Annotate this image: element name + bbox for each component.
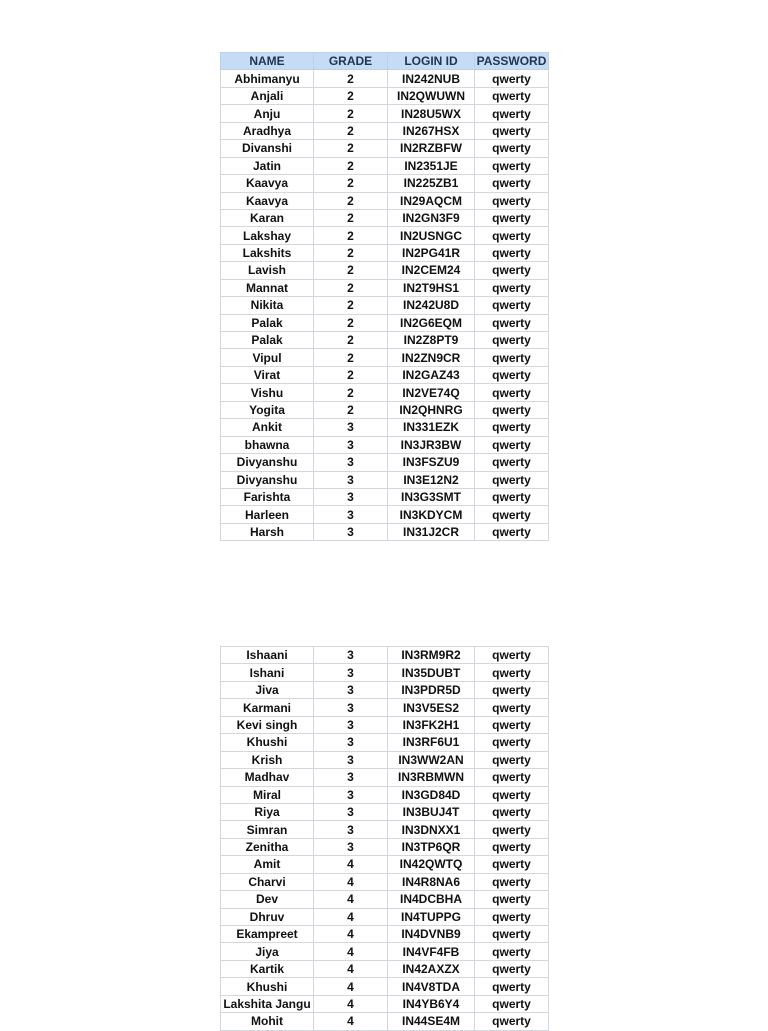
cell-password: qwerty <box>475 1013 549 1030</box>
table-row <box>221 140 549 157</box>
cell-name: Amit <box>221 856 314 873</box>
cell-login-id: IN2PG41R <box>388 244 475 261</box>
cell-grade: 3 <box>314 454 388 471</box>
cell-login-id: IN267HSX <box>388 122 475 139</box>
table-row <box>221 1013 549 1030</box>
cell-name: Krish <box>221 751 314 768</box>
cell-grade: 3 <box>314 681 388 698</box>
cell-grade: 3 <box>314 488 388 505</box>
cell-name: Dhruv <box>221 908 314 925</box>
cell-name: Khushi <box>221 734 314 751</box>
cell-password: qwerty <box>475 943 549 960</box>
table-row <box>221 943 549 960</box>
cell-grade: 3 <box>314 699 388 716</box>
cell-grade: 3 <box>314 471 388 488</box>
cell-grade: 2 <box>314 105 388 122</box>
table-row <box>221 716 549 733</box>
cell-password: qwerty <box>475 366 549 383</box>
cell-login-id: IN29AQCM <box>388 192 475 209</box>
header-grade: GRADE <box>314 53 388 70</box>
table-row <box>221 838 549 855</box>
table-row <box>221 332 549 349</box>
cell-grade: 2 <box>314 140 388 157</box>
cell-login-id: IN4DVNB9 <box>388 926 475 943</box>
cell-password: qwerty <box>475 384 549 401</box>
cell-name: Divanshi <box>221 140 314 157</box>
cell-name: Palak <box>221 314 314 331</box>
cell-grade: 4 <box>314 1013 388 1030</box>
cell-name: Khushi <box>221 978 314 995</box>
cell-grade: 3 <box>314 838 388 855</box>
table-row <box>221 227 549 244</box>
cell-login-id: IN3DNXX1 <box>388 821 475 838</box>
cell-grade: 4 <box>314 908 388 925</box>
cell-login-id: IN2351JE <box>388 157 475 174</box>
cell-login-id: IN225ZB1 <box>388 175 475 192</box>
cell-login-id: IN2VE74Q <box>388 384 475 401</box>
cell-login-id: IN242NUB <box>388 70 475 87</box>
cell-grade: 3 <box>314 734 388 751</box>
cell-password: qwerty <box>475 105 549 122</box>
cell-name: Anjali <box>221 87 314 104</box>
student-login-table-page-1 <box>220 52 549 541</box>
cell-login-id: IN2Z8PT9 <box>388 332 475 349</box>
cell-login-id: IN3GD84D <box>388 786 475 803</box>
cell-grade: 3 <box>314 769 388 786</box>
table-row <box>221 384 549 401</box>
cell-password: qwerty <box>475 87 549 104</box>
table-row <box>221 314 549 331</box>
cell-login-id: IN4V8TDA <box>388 978 475 995</box>
cell-grade: 2 <box>314 262 388 279</box>
cell-password: qwerty <box>475 192 549 209</box>
cell-grade: 2 <box>314 279 388 296</box>
cell-grade: 2 <box>314 366 388 383</box>
cell-login-id: IN4TUPPG <box>388 908 475 925</box>
cell-password: qwerty <box>475 349 549 366</box>
cell-name: Harleen <box>221 506 314 523</box>
cell-password: qwerty <box>475 769 549 786</box>
cell-name: Harsh <box>221 523 314 540</box>
cell-password: qwerty <box>475 332 549 349</box>
cell-password: qwerty <box>475 751 549 768</box>
cell-grade: 2 <box>314 175 388 192</box>
cell-login-id: IN242U8D <box>388 297 475 314</box>
table-row <box>221 769 549 786</box>
table-row <box>221 419 549 436</box>
cell-name: Kaavya <box>221 175 314 192</box>
table-row <box>221 87 549 104</box>
cell-password: qwerty <box>475 523 549 540</box>
cell-name: Dev <box>221 891 314 908</box>
cell-password: qwerty <box>475 279 549 296</box>
cell-grade: 2 <box>314 332 388 349</box>
table-row <box>221 175 549 192</box>
cell-grade: 4 <box>314 891 388 908</box>
cell-password: qwerty <box>475 506 549 523</box>
cell-name: Mohit <box>221 1013 314 1030</box>
table-row <box>221 751 549 768</box>
cell-password: qwerty <box>475 436 549 453</box>
cell-grade: 2 <box>314 401 388 418</box>
table-row <box>221 856 549 873</box>
table-row <box>221 506 549 523</box>
cell-login-id: IN3PDR5D <box>388 681 475 698</box>
cell-name: Lakshits <box>221 244 314 261</box>
cell-login-id: IN42QWTQ <box>388 856 475 873</box>
cell-grade: 3 <box>314 716 388 733</box>
cell-grade: 2 <box>314 192 388 209</box>
cell-password: qwerty <box>475 786 549 803</box>
cell-name: Vishu <box>221 384 314 401</box>
cell-password: qwerty <box>475 891 549 908</box>
cell-name: Palak <box>221 332 314 349</box>
table-row <box>221 960 549 977</box>
table-row <box>221 873 549 890</box>
header-row <box>221 53 549 70</box>
cell-login-id: IN3G3SMT <box>388 488 475 505</box>
cell-name: Karan <box>221 209 314 226</box>
table-row <box>221 523 549 540</box>
cell-name: Anju <box>221 105 314 122</box>
cell-password: qwerty <box>475 157 549 174</box>
cell-login-id: IN331EZK <box>388 419 475 436</box>
cell-login-id: IN4DCBHA <box>388 891 475 908</box>
cell-login-id: IN2G6EQM <box>388 314 475 331</box>
cell-password: qwerty <box>475 699 549 716</box>
cell-grade: 2 <box>314 87 388 104</box>
table-row <box>221 366 549 383</box>
table-row <box>221 454 549 471</box>
cell-password: qwerty <box>475 821 549 838</box>
cell-password: qwerty <box>475 401 549 418</box>
cell-password: qwerty <box>475 995 549 1012</box>
table-row <box>221 891 549 908</box>
cell-name: Madhav <box>221 769 314 786</box>
cell-login-id: IN4VF4FB <box>388 943 475 960</box>
cell-password: qwerty <box>475 838 549 855</box>
cell-login-id: IN3JR3BW <box>388 436 475 453</box>
cell-password: qwerty <box>475 647 549 664</box>
table-row <box>221 262 549 279</box>
cell-login-id: IN35DUBT <box>388 664 475 681</box>
table-row <box>221 926 549 943</box>
cell-grade: 2 <box>314 227 388 244</box>
cell-login-id: IN3FSZU9 <box>388 454 475 471</box>
cell-login-id: IN3FK2H1 <box>388 716 475 733</box>
cell-grade: 4 <box>314 873 388 890</box>
table-row <box>221 786 549 803</box>
cell-password: qwerty <box>475 244 549 261</box>
table-row <box>221 297 549 314</box>
cell-grade: 4 <box>314 978 388 995</box>
cell-name: Virat <box>221 366 314 383</box>
cell-name: Riya <box>221 803 314 820</box>
table-row <box>221 105 549 122</box>
table-row <box>221 70 549 87</box>
table-body-page-2 <box>221 647 549 1031</box>
table-row <box>221 209 549 226</box>
cell-login-id: IN3TP6QR <box>388 838 475 855</box>
cell-grade: 2 <box>314 244 388 261</box>
cell-grade: 2 <box>314 157 388 174</box>
cell-password: qwerty <box>475 908 549 925</box>
cell-login-id: IN42AXZX <box>388 960 475 977</box>
cell-login-id: IN2GN3F9 <box>388 209 475 226</box>
table-row <box>221 821 549 838</box>
cell-grade: 3 <box>314 664 388 681</box>
cell-name: Jiva <box>221 681 314 698</box>
cell-password: qwerty <box>475 70 549 87</box>
table-row <box>221 488 549 505</box>
cell-name: Miral <box>221 786 314 803</box>
cell-name: Divyanshu <box>221 454 314 471</box>
header-password: PASSWORD <box>475 53 549 70</box>
cell-login-id: IN2GAZ43 <box>388 366 475 383</box>
table-row <box>221 471 549 488</box>
cell-login-id: IN3WW2AN <box>388 751 475 768</box>
cell-login-id: IN31J2CR <box>388 523 475 540</box>
table-row <box>221 279 549 296</box>
cell-name: Simran <box>221 821 314 838</box>
cell-grade: 2 <box>314 384 388 401</box>
cell-password: qwerty <box>475 314 549 331</box>
cell-name: Lakshay <box>221 227 314 244</box>
table-row <box>221 803 549 820</box>
cell-password: qwerty <box>475 488 549 505</box>
table-row <box>221 734 549 751</box>
cell-grade: 2 <box>314 70 388 87</box>
student-login-table-page-2 <box>220 646 549 1031</box>
table-row <box>221 908 549 925</box>
cell-name: Kartik <box>221 960 314 977</box>
cell-name: Jatin <box>221 157 314 174</box>
cell-name: Abhimanyu <box>221 70 314 87</box>
cell-name: Jiya <box>221 943 314 960</box>
cell-password: qwerty <box>475 926 549 943</box>
cell-password: qwerty <box>475 978 549 995</box>
table-row <box>221 664 549 681</box>
cell-grade: 4 <box>314 995 388 1012</box>
table-row <box>221 699 549 716</box>
cell-login-id: IN3V5ES2 <box>388 699 475 716</box>
cell-password: qwerty <box>475 262 549 279</box>
cell-grade: 3 <box>314 506 388 523</box>
cell-grade: 3 <box>314 803 388 820</box>
cell-password: qwerty <box>475 419 549 436</box>
table-row <box>221 157 549 174</box>
cell-grade: 4 <box>314 926 388 943</box>
cell-grade: 3 <box>314 751 388 768</box>
cell-grade: 4 <box>314 960 388 977</box>
cell-name: Kaavya <box>221 192 314 209</box>
cell-login-id: IN28U5WX <box>388 105 475 122</box>
cell-password: qwerty <box>475 227 549 244</box>
cell-password: qwerty <box>475 960 549 977</box>
cell-login-id: IN2QWUWN <box>388 87 475 104</box>
cell-login-id: IN3BUJ4T <box>388 803 475 820</box>
cell-grade: 3 <box>314 647 388 664</box>
cell-name: Nikita <box>221 297 314 314</box>
cell-password: qwerty <box>475 454 549 471</box>
cell-name: Lakshita Jangu <box>221 995 314 1012</box>
cell-login-id: IN4YB6Y4 <box>388 995 475 1012</box>
cell-grade: 2 <box>314 349 388 366</box>
cell-name: Vipul <box>221 349 314 366</box>
cell-grade: 4 <box>314 943 388 960</box>
table-row <box>221 244 549 261</box>
cell-name: Ankit <box>221 419 314 436</box>
cell-login-id: IN2RZBFW <box>388 140 475 157</box>
table-row <box>221 995 549 1012</box>
cell-login-id: IN2USNGC <box>388 227 475 244</box>
table-row <box>221 401 549 418</box>
cell-password: qwerty <box>475 297 549 314</box>
cell-name: Karmani <box>221 699 314 716</box>
table-row <box>221 122 549 139</box>
cell-name: Charvi <box>221 873 314 890</box>
cell-name: Aradhya <box>221 122 314 139</box>
cell-name: Ekampreet <box>221 926 314 943</box>
cell-password: qwerty <box>475 140 549 157</box>
cell-password: qwerty <box>475 681 549 698</box>
cell-password: qwerty <box>475 175 549 192</box>
cell-login-id: IN3KDYCM <box>388 506 475 523</box>
cell-grade: 2 <box>314 209 388 226</box>
cell-password: qwerty <box>475 873 549 890</box>
cell-password: qwerty <box>475 471 549 488</box>
cell-grade: 3 <box>314 821 388 838</box>
cell-login-id: IN3RM9R2 <box>388 647 475 664</box>
cell-login-id: IN3E12N2 <box>388 471 475 488</box>
cell-login-id: IN3RBMWN <box>388 769 475 786</box>
cell-grade: 3 <box>314 419 388 436</box>
cell-password: qwerty <box>475 734 549 751</box>
table-row <box>221 192 549 209</box>
table-body-page-1 <box>221 70 549 541</box>
cell-name: bhawna <box>221 436 314 453</box>
cell-login-id: IN2CEM24 <box>388 262 475 279</box>
cell-name: Ishani <box>221 664 314 681</box>
cell-password: qwerty <box>475 856 549 873</box>
cell-grade: 4 <box>314 856 388 873</box>
cell-login-id: IN44SE4M <box>388 1013 475 1030</box>
header-name: NAME <box>221 53 314 70</box>
cell-name: Yogita <box>221 401 314 418</box>
cell-login-id: IN2ZN9CR <box>388 349 475 366</box>
cell-grade: 3 <box>314 523 388 540</box>
cell-name: Kevi singh <box>221 716 314 733</box>
cell-name: Lavish <box>221 262 314 279</box>
cell-name: Mannat <box>221 279 314 296</box>
cell-login-id: IN2T9HS1 <box>388 279 475 296</box>
cell-name: Farishta <box>221 488 314 505</box>
cell-password: qwerty <box>475 122 549 139</box>
table-row <box>221 978 549 995</box>
cell-name: Divyanshu <box>221 471 314 488</box>
table-row <box>221 349 549 366</box>
table-row <box>221 681 549 698</box>
cell-grade: 2 <box>314 314 388 331</box>
cell-grade: 2 <box>314 122 388 139</box>
cell-login-id: IN3RF6U1 <box>388 734 475 751</box>
cell-name: Zenitha <box>221 838 314 855</box>
cell-name: Ishaani <box>221 647 314 664</box>
cell-password: qwerty <box>475 664 549 681</box>
cell-grade: 3 <box>314 786 388 803</box>
cell-grade: 3 <box>314 436 388 453</box>
table-row <box>221 647 549 664</box>
cell-login-id: IN2QHNRG <box>388 401 475 418</box>
cell-password: qwerty <box>475 209 549 226</box>
header-login-id: LOGIN ID <box>388 53 475 70</box>
cell-password: qwerty <box>475 803 549 820</box>
cell-grade: 2 <box>314 297 388 314</box>
cell-login-id: IN4R8NA6 <box>388 873 475 890</box>
cell-password: qwerty <box>475 716 549 733</box>
table-row <box>221 436 549 453</box>
